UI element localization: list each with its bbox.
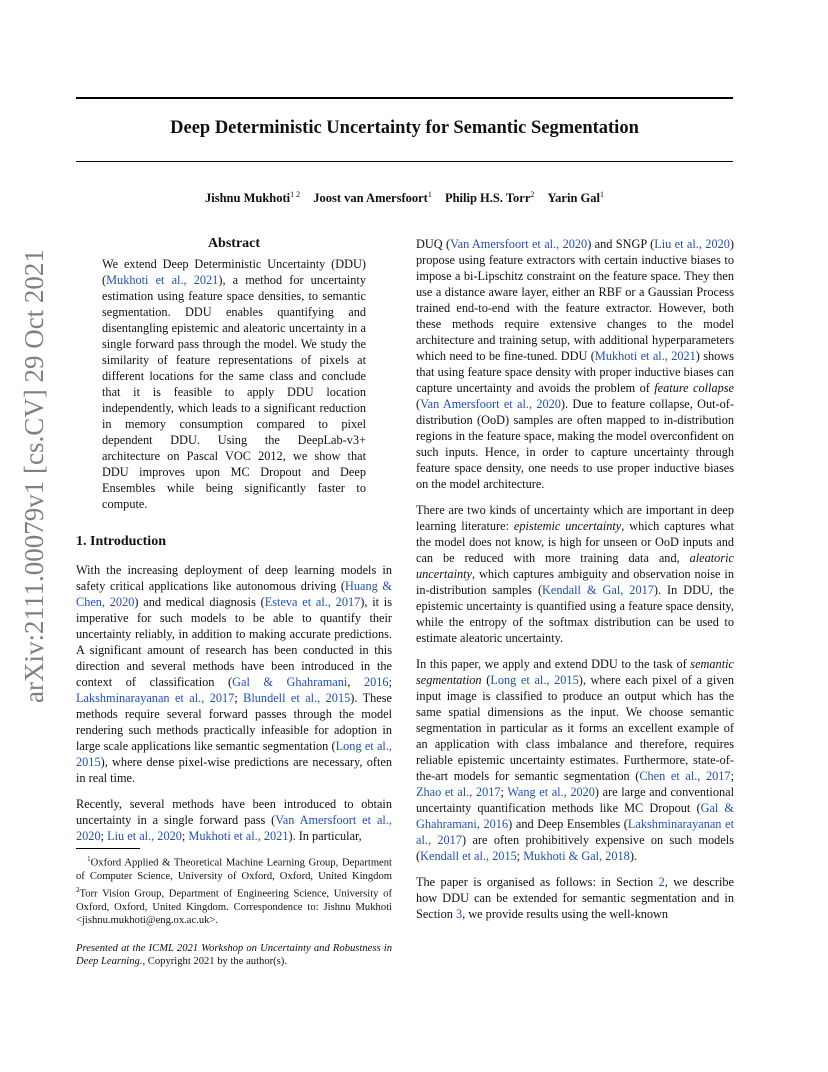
right-paragraph-4: The paper is organised as follows: in Section 2, we describe how DDU can be extended for semantic segmentation and in Section 3, we provide results using the well-known — [416, 875, 734, 921]
right-paragraph-2: There are two kinds of uncertainty which are important in deep learning literature: epistemic uncertainty, which captures what the model does not know, is high for unseen or OoD inputs and can be reduced with more training data and, aleatoric uncertainty, which captures ambiguity and observation noise in in-distribution samples (Kendall & Gal, 2017). In DDU, the epistemic uncertainty is quantified using a feature space density, while the entropy of the softmax distribution can be used to estimate aleatoric uncertainty. — [416, 503, 734, 645]
abstract-heading: Abstract — [207, 236, 261, 251]
citation-link[interactable]: Mukhoti et al., 2021 — [594, 349, 696, 363]
emphasis-text: semantic segmentation — [416, 657, 734, 687]
citation-link[interactable]: Gal & Ghahramani — [232, 675, 348, 689]
footnote-rule — [76, 848, 140, 849]
citation-link[interactable]: 2016 — [363, 675, 389, 689]
citation-link[interactable]: Kendall & Gal, 2017 — [542, 583, 654, 597]
author-3: Philip H.S. Torr$^2$ — [444, 190, 535, 206]
right-paragraph-1: DUQ (Van Amersfoort et al., 2020) and SNGP (Liu et al., 2020) propose using feature extractors with certain inductive biases to impose a bi-Lipschitz constraint on the feature space. They then use a distance aware layer, either an RBF or a Gaussian Process trained end-to-end with the feature extractor. However, both these methods require extensive changes to the model architecture and training setup, with additional hyperparameters which need to be fine-tuned. DDU (Mukhoti et al., 2021) shows that using feature space density with proper inductive biases can capture uncertainty and avoids the problem of feature collapse (Van Amersfoort et al., 2020). Due to feature collapse, Out-of-distribution (OoD) samples are often mapped to in-distribution regions in the feature space, making the model overconfident on such inputs. Hence, in order to capture uncertainty through feature space density, one needs to use proper inductive biases on the model architecture. — [416, 237, 735, 491]
right-paragraph-3: In this paper, we apply and extend DDU to the task of semantic segmentation (Long et al., 2015), where each pixel of a given input image is classified to produce an output which has the same spatial dimensions as the input. We choose semantic segmentation in particular as it forms an excellent example of an application with class imbalance and therefore, requires reliable epistemic uncertainty estimates. Furthermore, state-of-the-art models for semantic segmentation (Chen et al., 2017; Zhao et al., 2017; Wang et al., 2020) are large and conventional uncertainty quantification methods like MC Dropout (Gal & Ghahramani, 2016) and Deep Ensembles (Lakshminarayanan et al., 2017) are often prohibitively expensive on such models (Kendall et al., 2015; Mukhoti & Gal, 2018). — [416, 657, 735, 863]
author-list — [76, 190, 733, 206]
intro-paragraph-2: Recently, several methods have been introduced to obtain uncertainty in a single forward pass (Van Amersfoort et al., 2020; Liu et al., 2020; Mukhoti et al., 2021). In particular, — [76, 797, 392, 843]
citation-link[interactable]: Lakshminarayanan et al., 2017 — [416, 817, 734, 847]
emphasis-text: aleatoric uncertainty — [416, 551, 734, 581]
citation-link[interactable]: Liu et al., 2020 — [654, 237, 730, 251]
arxiv-stamp: arXiv:2111.00079v1 [cs.CV] 29 Oct 2021 — [19, 249, 49, 703]
citation-link[interactable]: Chen et al., 2017 — [639, 769, 731, 783]
citation-link[interactable]: Zhao et al., 2017 — [416, 785, 501, 799]
author-4: Yarin Gal$^1$ — [547, 190, 604, 206]
left-column — [76, 236, 392, 969]
citation-link[interactable]: Long et al., 2015 — [76, 739, 392, 769]
emphasis-text: feature collapse — [654, 381, 734, 395]
citation-link[interactable]: Kendall et al., 2015 — [420, 849, 517, 863]
right-column — [416, 236, 734, 932]
citation-link[interactable]: Mukhoti et al., 2021 — [188, 829, 289, 843]
intro-paragraph-1: With the increasing deployment of deep learning models in safety critical applications like autonomous driving (Huang & Chen, 2020) and medical diagnosis (Esteva et al., 2017), it is imperative for such models to be able to quantify their uncertainty reliably, in addition to making accurate predictions. A significant amount of research has been conducted in this direction and several methods have been introduced in the context of classification (Gal & Ghahramani, 2016; Lakshminarayanan et al., 2017; Blundell et al., 2015). These methods require several forward passes through the model rendering such methods practically infeasible for adoption in large scale applications like semantic segmentation (Long et al., 2015), where dense pixel-wise predictions are necessary, often in real time. — [76, 563, 392, 785]
citation-link[interactable]: Long et al., 2015 — [490, 673, 579, 687]
citation-link[interactable]: Wang et al., 2020 — [507, 785, 595, 799]
citation-link[interactable]: Mukhoti & Gal, 2018 — [523, 849, 630, 863]
author-2: Joost van Amersfoort$^1$ — [313, 190, 432, 206]
citation-link[interactable]: Blundell et al., 2015 — [243, 691, 351, 705]
citation-link[interactable]: Gal & Ghahramani, 2016 — [416, 801, 734, 831]
workshop-note: Presented at the ICML 2021 Workshop on Uncertainty and Robustness in Deep Learning., Copyright 2021 by the author(s). — [76, 942, 392, 968]
citation-link[interactable]: Mukhoti et al., 2021 — [106, 273, 219, 287]
citation-link[interactable]: Lakshminarayanan et al., 2017 — [76, 691, 235, 705]
citation-link[interactable]: Liu et al., 2020 — [107, 829, 182, 843]
paper-title: Deep Deterministic Uncertainty for Semantic Segmentation — [170, 118, 639, 138]
citation-link[interactable]: Esteva et al., 2017 — [264, 595, 361, 609]
citation-link[interactable]: Huang & Chen, 2020 — [76, 579, 392, 609]
author-1: Jishnu Mukhoti$^{1 2}$ — [205, 190, 301, 206]
introduction-heading: 1. Introduction — [76, 534, 166, 549]
abstract-body: We extend Deep Deterministic Uncertainty (DDU) (Mukhoti et al., 2021), a method for uncertainty estimation using feature space densities, to semantic segmentation. DDU enables quantifying and disentangling epistemic and aleatoric uncertainty in a single forward pass through the model. We study the similarity of feature representations of pixels at different locations for the same class and conclude that it is feasible to apply DDU location independently, which leads to a significant reduction in memory consumption compared to pixel dependent DDU. Using the DeepLab-v3+ architecture on Pascal VOC 2012, we show that DDU improves upon MC Dropout and Deep Ensembles while being significantly faster to compute. — [102, 257, 366, 511]
emphasis-text: epistemic uncertainty — [513, 519, 622, 533]
top-rule — [76, 97, 733, 99]
citation-link[interactable]: Van Amersfoort et al., 2020 — [420, 397, 561, 411]
citation-link[interactable]: 2 — [658, 875, 665, 889]
title-rule — [76, 161, 733, 162]
affiliation-footnote: $^1$Oxford Applied & Theoretical Machine Learning Group, Department of Computer Science, University of Oxford, Oxford, United Kingdom $^2$Torr Vision Group, Department of Engineering Science, University of Oxford, Oxford, United Kingdom. Correspondence to: Jishnu Mukhoti <jishnu.mukhoti@eng.ox.ac.uk>. — [76, 855, 393, 927]
citation-link[interactable]: Van Amersfoort et al., 2020 — [450, 237, 588, 251]
citation-link[interactable]: Van Amersfoort et al., 2020 — [76, 813, 392, 843]
citation-link[interactable]: 3 — [455, 907, 463, 921]
